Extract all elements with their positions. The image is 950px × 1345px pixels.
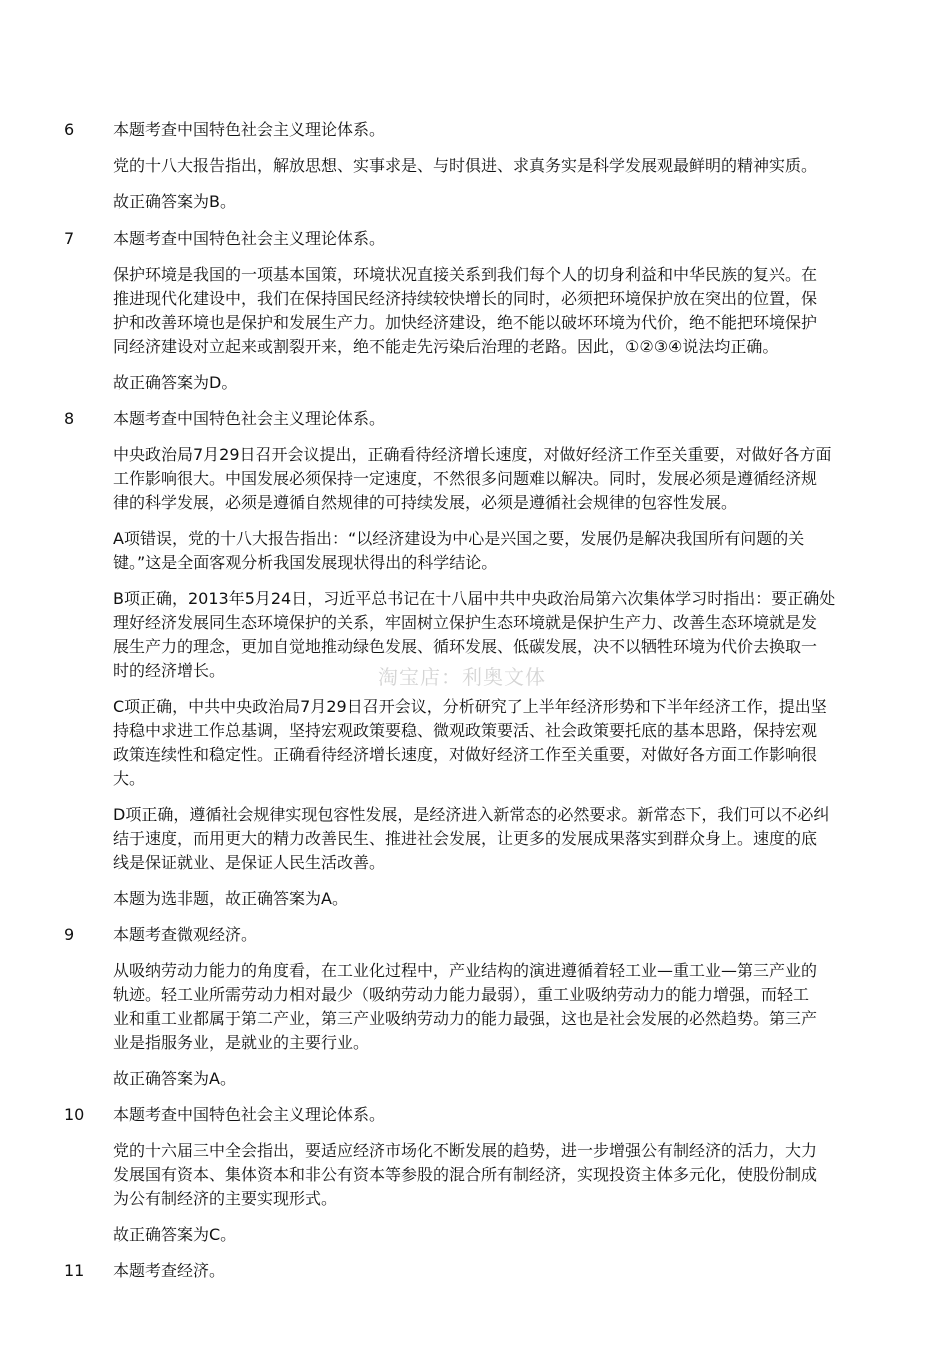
- paragraph-line: 党的十六届三中全会指出，要适应经济市场化不断发展的趋势，进一步增强公有制经济的活力，大力: [113, 1141, 818, 1160]
- option-c-line: 持稳中求进工作总基调，坚持宏观政策要稳、微观政策要活、社会政策要托底的基本思路，保持宏观: [113, 721, 818, 740]
- answer-line: 本题为选非题，故正确答案为A。: [113, 889, 348, 908]
- paragraph-line: 业和重工业都属于第二产业，第三产业吸纳劳动力的能力最强，这也是社会发展的必然趋势。第三产: [113, 1009, 818, 1028]
- paragraph-line: 工作影响很大。中国发展必须保持一定速度，不然很多问题难以解决。同时，发展必须是遵循经济规: [113, 469, 818, 488]
- option-b-line: 展生产力的理念，更加自觉地推动绿色发展、循环发展、低碳发展，决不以牺牲环境为代价去换取一: [113, 637, 818, 656]
- paragraph-line: 业是指服务业，是就业的主要行业。: [113, 1033, 370, 1052]
- question-topic: 本题考查微观经济。: [113, 925, 258, 944]
- option-b-line: B项正确，2013年5月24日，习近平总书记在十八届中共中央政治局第六次集体学习时指出：要正确处: [113, 589, 836, 608]
- paragraph-line: 从吸纳劳动力能力的角度看，在工业化过程中，产业结构的演进遵循着轻工业—重工业—第三产业的: [113, 961, 818, 980]
- watermark: 淘宝店：利奥文体: [378, 665, 546, 689]
- question-topic: 本题考查中国特色社会主义理论体系。: [113, 1105, 386, 1124]
- answer-line: 故正确答案为C。: [113, 1225, 237, 1244]
- question-number: 11: [64, 1261, 85, 1280]
- option-d-line: 结于速度，而用更大的精力改善民生、推进社会发展，让更多的发展成果落实到群众身上。速度的底: [113, 829, 818, 848]
- question-number: 7: [64, 229, 75, 248]
- option-d-line: 线是保证就业、是保证人民生活改善。: [113, 853, 386, 872]
- answer-line: 故正确答案为B。: [113, 192, 236, 211]
- question-topic: 本题考查经济。: [113, 1261, 226, 1280]
- question-topic: 本题考查中国特色社会主义理论体系。: [113, 409, 386, 428]
- paragraph-line: 发展国有资本、集体资本和非公有资本等参股的混合所有制经济，实现投资主体多元化，使股份制成: [113, 1165, 818, 1184]
- option-c-line: 政策连续性和稳定性。正确看待经济增长速度，对做好经济工作至关重要，对做好各方面工作影响很: [113, 745, 818, 764]
- paragraph-line: 保护环境是我国的一项基本国策，环境状况直接关系到我们每个人的切身利益和中华民族的复兴。在: [113, 265, 818, 284]
- answer-line: 故正确答案为A。: [113, 1069, 236, 1088]
- paragraph-line: 轨迹。轻工业所需劳动力相对最少（吸纳劳动力能力最弱），重工业吸纳劳动力的能力增强，而轻工: [113, 985, 810, 1004]
- question-topic: 本题考查中国特色社会主义理论体系。: [113, 229, 386, 248]
- paragraph-line: 推进现代化建设中，我们在保持国民经济持续较快增长的同时，必须把环境保护放在突出的位置，保: [113, 289, 818, 308]
- option-a-line: A项错误，党的十八大报告指出：“以经济建设为中心是兴国之要，发展仍是解决我国所有问题的关: [113, 529, 805, 548]
- option-b-line: 理好经济发展同生态环境保护的关系，牢固树立保护生态环境就是保护生产力、改善生态环境就是发: [113, 613, 818, 632]
- option-c-line: C项正确，中共中央政治局7月29日召开会议，分析研究了上半年经济形势和下半年经济工作，提出坚: [113, 697, 827, 716]
- option-b-line: 时的经济增长。: [113, 661, 226, 680]
- question-number: 6: [64, 120, 75, 139]
- option-d-line: D项正确，遵循社会规律实现包容性发展，是经济进入新常态的必然要求。新常态下，我们可以不必纠: [113, 805, 830, 824]
- paragraph-line: 为公有制经济的主要实现形式。: [113, 1189, 338, 1208]
- paragraph-line: 护和改善环境也是保护和发展生产力。加快经济建设，绝不能以破坏环境为代价，绝不能把环境保护: [113, 313, 818, 332]
- option-c-line: 大。: [113, 769, 146, 788]
- paragraph-line: 党的十八大报告指出，解放思想、实事求是、与时俱进、求真务实是科学发展观最鲜明的精神实质。: [113, 156, 818, 175]
- paragraph-line: 律的科学发展，必须是遵循自然规律的可持续发展，必须是遵循社会规律的包容性发展。: [113, 493, 738, 512]
- option-a-line: 键。”这是全面客观分析我国发展现状得出的科学结论。: [113, 553, 498, 572]
- answer-line: 故正确答案为D。: [113, 373, 238, 392]
- question-number: 8: [64, 409, 75, 428]
- question-number: 10: [64, 1105, 85, 1124]
- question-topic: 本题考查中国特色社会主义理论体系。: [113, 120, 386, 139]
- paragraph-line: 中央政治局7月29日召开会议提出，正确看待经济增长速度，对做好经济工作至关重要，对做好各方面: [113, 445, 832, 464]
- question-number: 9: [64, 925, 75, 944]
- paragraph-line: 同经济建设对立起来或割裂开来，绝不能走先污染后治理的老路。因此，①②③④说法均正确。: [113, 337, 779, 356]
